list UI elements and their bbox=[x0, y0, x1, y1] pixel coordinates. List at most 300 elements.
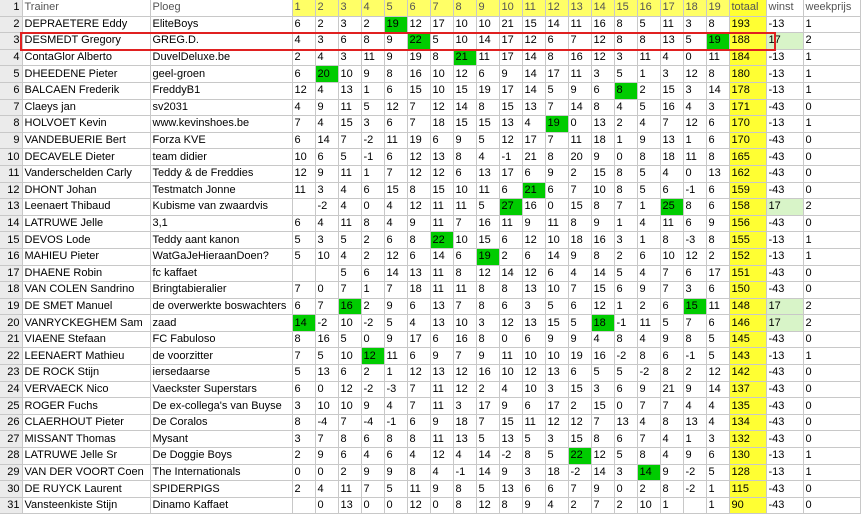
weekprijs-cell[interactable]: 2 bbox=[803, 298, 860, 315]
score-cell[interactable]: 11 bbox=[430, 381, 453, 398]
ploeg-cell[interactable]: de overwerkte boswachters bbox=[150, 298, 292, 315]
score-cell[interactable]: 7 bbox=[384, 165, 407, 182]
totaal-cell[interactable]: 115 bbox=[729, 481, 766, 498]
score-cell[interactable]: 11 bbox=[568, 16, 591, 33]
score-cell[interactable]: 13 bbox=[430, 365, 453, 382]
score-cell[interactable]: 8 bbox=[591, 248, 614, 265]
winst-cell[interactable]: 17 bbox=[766, 298, 803, 315]
row-number[interactable]: 11 bbox=[0, 165, 22, 182]
score-cell[interactable]: 6 bbox=[499, 298, 522, 315]
score-cell[interactable]: 9 bbox=[453, 132, 476, 149]
score-cell[interactable]: 4 bbox=[292, 33, 315, 50]
totaal-cell[interactable]: 143 bbox=[729, 348, 766, 365]
row-number[interactable]: 9 bbox=[0, 132, 22, 149]
winst-cell[interactable]: -43 bbox=[766, 149, 803, 166]
score-cell[interactable]: 11 bbox=[499, 215, 522, 232]
score-cell[interactable]: 8 bbox=[568, 215, 591, 232]
score-cell[interactable]: 9 bbox=[430, 481, 453, 498]
score-cell[interactable]: 8 bbox=[706, 149, 729, 166]
score-cell[interactable]: 5 bbox=[338, 265, 361, 282]
score-cell[interactable]: 2 bbox=[568, 398, 591, 415]
ploeg-cell[interactable]: SPIDERPIGS bbox=[150, 481, 292, 498]
score-cell[interactable]: -1 bbox=[453, 464, 476, 481]
totaal-cell[interactable]: 151 bbox=[729, 265, 766, 282]
score-cell[interactable]: -3 bbox=[683, 232, 706, 249]
score-cell[interactable]: 7 bbox=[683, 315, 706, 332]
header-round[interactable]: 15 bbox=[614, 0, 637, 16]
trainer-cell[interactable]: VERVAECK Nico bbox=[22, 381, 150, 398]
score-cell[interactable]: 1 bbox=[384, 365, 407, 382]
score-cell[interactable]: 9 bbox=[499, 464, 522, 481]
score-cell[interactable]: 11 bbox=[292, 182, 315, 199]
score-cell[interactable]: 7 bbox=[407, 398, 430, 415]
row-number[interactable]: 3 bbox=[0, 33, 22, 50]
score-cell[interactable]: 2 bbox=[637, 82, 660, 99]
score-cell[interactable]: 4 bbox=[407, 448, 430, 465]
trainer-cell[interactable]: DEPRAETERE Eddy bbox=[22, 16, 150, 33]
score-cell[interactable]: 6 bbox=[660, 298, 683, 315]
score-cell[interactable]: 11 bbox=[683, 149, 706, 166]
score-cell[interactable]: 12 bbox=[476, 265, 499, 282]
score-cell[interactable]: 7 bbox=[591, 414, 614, 431]
score-cell[interactable]: 15 bbox=[660, 82, 683, 99]
totaal-cell[interactable]: 162 bbox=[729, 165, 766, 182]
score-cell[interactable]: 15 bbox=[591, 165, 614, 182]
score-cell[interactable]: 8 bbox=[361, 33, 384, 50]
score-cell[interactable]: 12 bbox=[476, 497, 499, 514]
score-cell[interactable]: 12 bbox=[591, 298, 614, 315]
score-cell[interactable]: 9 bbox=[476, 348, 499, 365]
score-cell[interactable]: 1 bbox=[706, 481, 729, 498]
score-cell[interactable]: 21 bbox=[522, 149, 545, 166]
score-cell[interactable]: 19 bbox=[384, 16, 407, 33]
score-cell[interactable]: 6 bbox=[614, 431, 637, 448]
score-cell[interactable]: 3 bbox=[614, 464, 637, 481]
score-cell[interactable]: 7 bbox=[637, 398, 660, 415]
totaal-cell[interactable]: 178 bbox=[729, 82, 766, 99]
score-cell[interactable]: 0 bbox=[499, 331, 522, 348]
score-cell[interactable]: 4 bbox=[568, 265, 591, 282]
score-cell[interactable]: 4 bbox=[660, 431, 683, 448]
score-cell[interactable]: 10 bbox=[591, 182, 614, 199]
header-round[interactable]: 9 bbox=[476, 0, 499, 16]
score-cell[interactable]: 5 bbox=[292, 248, 315, 265]
weekprijs-cell[interactable]: 0 bbox=[803, 414, 860, 431]
score-cell[interactable]: 6 bbox=[384, 116, 407, 133]
score-cell[interactable]: 4 bbox=[591, 331, 614, 348]
score-cell[interactable]: 3 bbox=[315, 182, 338, 199]
score-cell[interactable]: 12 bbox=[683, 116, 706, 133]
score-cell[interactable]: 12 bbox=[384, 248, 407, 265]
score-cell[interactable]: 5 bbox=[338, 331, 361, 348]
score-cell[interactable]: 13 bbox=[430, 149, 453, 166]
score-cell[interactable]: 9 bbox=[407, 215, 430, 232]
score-cell[interactable]: 15 bbox=[384, 182, 407, 199]
score-cell[interactable]: 7 bbox=[292, 116, 315, 133]
score-cell[interactable]: 9 bbox=[522, 497, 545, 514]
winst-cell[interactable]: -13 bbox=[766, 464, 803, 481]
score-cell[interactable]: 3 bbox=[591, 66, 614, 83]
score-cell[interactable]: 5 bbox=[660, 315, 683, 332]
row-number[interactable]: 22 bbox=[0, 348, 22, 365]
score-cell[interactable]: 7 bbox=[568, 282, 591, 299]
score-cell[interactable]: 15 bbox=[430, 182, 453, 199]
score-cell[interactable]: 13 bbox=[499, 431, 522, 448]
score-cell[interactable]: 9 bbox=[545, 165, 568, 182]
score-cell[interactable]: 3 bbox=[315, 33, 338, 50]
weekprijs-cell[interactable]: 1 bbox=[803, 232, 860, 249]
score-cell[interactable]: 11 bbox=[430, 431, 453, 448]
score-cell[interactable]: 10 bbox=[522, 381, 545, 398]
score-cell[interactable]: 1 bbox=[660, 497, 683, 514]
score-cell[interactable]: -2 bbox=[568, 464, 591, 481]
score-cell[interactable]: 9 bbox=[637, 132, 660, 149]
score-cell[interactable]: 9 bbox=[591, 149, 614, 166]
score-cell[interactable]: 9 bbox=[384, 331, 407, 348]
score-cell[interactable]: 16 bbox=[476, 215, 499, 232]
score-cell[interactable]: 9 bbox=[499, 66, 522, 83]
score-cell[interactable]: 17 bbox=[499, 165, 522, 182]
score-cell[interactable]: 16 bbox=[591, 348, 614, 365]
score-cell[interactable]: 12 bbox=[407, 365, 430, 382]
winst-cell[interactable]: -43 bbox=[766, 265, 803, 282]
score-cell[interactable]: 3 bbox=[591, 381, 614, 398]
score-cell[interactable]: 8 bbox=[338, 431, 361, 448]
score-cell[interactable]: 0 bbox=[683, 49, 706, 66]
score-cell[interactable]: 8 bbox=[384, 66, 407, 83]
score-cell[interactable]: 5 bbox=[545, 448, 568, 465]
score-cell[interactable]: 4 bbox=[315, 82, 338, 99]
score-cell[interactable]: 9 bbox=[591, 215, 614, 232]
score-cell[interactable]: 6 bbox=[338, 365, 361, 382]
score-cell[interactable]: 14 bbox=[476, 33, 499, 50]
totaal-cell[interactable]: 159 bbox=[729, 182, 766, 199]
score-cell[interactable] bbox=[315, 265, 338, 282]
ploeg-cell[interactable]: De Doggie Boys bbox=[150, 448, 292, 465]
weekprijs-cell[interactable]: 0 bbox=[803, 132, 860, 149]
score-cell[interactable]: 8 bbox=[453, 497, 476, 514]
score-cell[interactable]: 10 bbox=[453, 232, 476, 249]
score-cell[interactable]: 6 bbox=[430, 132, 453, 149]
header-round[interactable]: 6 bbox=[407, 0, 430, 16]
score-cell[interactable]: 4 bbox=[637, 414, 660, 431]
header-weekprijs[interactable]: weekprijs bbox=[803, 0, 860, 16]
score-cell[interactable]: 20 bbox=[568, 149, 591, 166]
score-cell[interactable]: -2 bbox=[637, 365, 660, 382]
score-cell[interactable]: 4 bbox=[315, 49, 338, 66]
winst-cell[interactable]: -43 bbox=[766, 165, 803, 182]
score-cell[interactable]: 9 bbox=[361, 398, 384, 415]
score-cell[interactable]: 7 bbox=[568, 481, 591, 498]
weekprijs-cell[interactable]: 1 bbox=[803, 248, 860, 265]
score-cell[interactable]: 19 bbox=[476, 82, 499, 99]
ploeg-cell[interactable]: fc kaffaet bbox=[150, 265, 292, 282]
score-cell[interactable]: 4 bbox=[660, 49, 683, 66]
score-cell[interactable]: 14 bbox=[522, 66, 545, 83]
row-number[interactable]: 17 bbox=[0, 265, 22, 282]
totaal-cell[interactable]: 155 bbox=[729, 232, 766, 249]
score-cell[interactable]: 7 bbox=[407, 116, 430, 133]
score-cell[interactable]: 5 bbox=[706, 348, 729, 365]
score-cell[interactable]: 22 bbox=[568, 448, 591, 465]
header-round[interactable]: 1 bbox=[292, 0, 315, 16]
score-cell[interactable]: 11 bbox=[568, 66, 591, 83]
score-cell[interactable]: 1 bbox=[361, 282, 384, 299]
score-cell[interactable]: 17 bbox=[499, 82, 522, 99]
score-cell[interactable]: 0 bbox=[568, 116, 591, 133]
trainer-cell[interactable]: MISSANT Thomas bbox=[22, 431, 150, 448]
score-cell[interactable]: 2 bbox=[361, 248, 384, 265]
score-cell[interactable]: 1 bbox=[614, 215, 637, 232]
score-cell[interactable]: 8 bbox=[545, 49, 568, 66]
score-cell[interactable]: 9 bbox=[660, 331, 683, 348]
score-cell[interactable]: 2 bbox=[706, 248, 729, 265]
row-number[interactable]: 30 bbox=[0, 481, 22, 498]
weekprijs-cell[interactable]: 0 bbox=[803, 265, 860, 282]
score-cell[interactable]: 15 bbox=[545, 315, 568, 332]
winst-cell[interactable]: -43 bbox=[766, 132, 803, 149]
ploeg-cell[interactable]: Teddy aant kanon bbox=[150, 232, 292, 249]
score-cell[interactable]: 5 bbox=[338, 232, 361, 249]
score-cell[interactable]: 14 bbox=[430, 248, 453, 265]
score-cell[interactable]: 2 bbox=[292, 481, 315, 498]
winst-cell[interactable]: -43 bbox=[766, 282, 803, 299]
score-cell[interactable]: 11 bbox=[568, 132, 591, 149]
score-cell[interactable]: 1 bbox=[683, 431, 706, 448]
ploeg-cell[interactable]: Testmatch Jonne bbox=[150, 182, 292, 199]
score-cell[interactable]: 9 bbox=[568, 331, 591, 348]
score-cell[interactable]: 13 bbox=[545, 365, 568, 382]
winst-cell[interactable]: -43 bbox=[766, 182, 803, 199]
weekprijs-cell[interactable]: 1 bbox=[803, 448, 860, 465]
score-cell[interactable]: 12 bbox=[453, 381, 476, 398]
score-cell[interactable]: 12 bbox=[407, 149, 430, 166]
score-cell[interactable]: 3 bbox=[315, 232, 338, 249]
ploeg-cell[interactable]: FC Fabuloso bbox=[150, 331, 292, 348]
score-cell[interactable]: 1 bbox=[637, 199, 660, 216]
totaal-cell[interactable]: 152 bbox=[729, 248, 766, 265]
score-cell[interactable]: 11 bbox=[338, 215, 361, 232]
score-cell[interactable]: -1 bbox=[683, 182, 706, 199]
row-number[interactable]: 23 bbox=[0, 365, 22, 382]
score-cell[interactable]: 11 bbox=[545, 215, 568, 232]
score-cell[interactable]: 6 bbox=[568, 298, 591, 315]
score-cell[interactable]: 10 bbox=[292, 149, 315, 166]
score-cell[interactable]: 18 bbox=[568, 232, 591, 249]
score-cell[interactable]: -2 bbox=[315, 199, 338, 216]
score-cell[interactable]: 12 bbox=[361, 348, 384, 365]
score-cell[interactable]: 7 bbox=[660, 265, 683, 282]
score-cell[interactable]: 1 bbox=[361, 165, 384, 182]
score-cell[interactable]: 17 bbox=[545, 66, 568, 83]
score-cell[interactable]: 8 bbox=[660, 481, 683, 498]
score-cell[interactable]: 4 bbox=[361, 448, 384, 465]
score-cell[interactable]: 6 bbox=[292, 215, 315, 232]
totaal-cell[interactable]: 137 bbox=[729, 381, 766, 398]
score-cell[interactable]: 1 bbox=[637, 232, 660, 249]
score-cell[interactable]: 5 bbox=[315, 348, 338, 365]
ploeg-cell[interactable]: sv2031 bbox=[150, 99, 292, 116]
score-cell[interactable]: -4 bbox=[361, 414, 384, 431]
weekprijs-cell[interactable]: 1 bbox=[803, 464, 860, 481]
score-cell[interactable]: 9 bbox=[568, 248, 591, 265]
score-cell[interactable]: 2 bbox=[614, 248, 637, 265]
weekprijs-cell[interactable]: 0 bbox=[803, 165, 860, 182]
score-cell[interactable]: 10 bbox=[338, 348, 361, 365]
score-cell[interactable]: 1 bbox=[637, 66, 660, 83]
score-cell[interactable]: 17 bbox=[430, 16, 453, 33]
weekprijs-cell[interactable]: 1 bbox=[803, 66, 860, 83]
score-cell[interactable]: 6 bbox=[292, 66, 315, 83]
score-cell[interactable]: 4 bbox=[614, 99, 637, 116]
score-cell[interactable]: 9 bbox=[361, 464, 384, 481]
score-cell[interactable]: 8 bbox=[660, 414, 683, 431]
score-cell[interactable]: 8 bbox=[407, 431, 430, 448]
score-cell[interactable]: 14 bbox=[292, 315, 315, 332]
winst-cell[interactable]: 17 bbox=[766, 315, 803, 332]
header-round[interactable]: 2 bbox=[315, 0, 338, 16]
score-cell[interactable]: 12 bbox=[522, 33, 545, 50]
score-cell[interactable]: 6 bbox=[522, 481, 545, 498]
trainer-cell[interactable]: Vanderschelden Carly bbox=[22, 165, 150, 182]
score-cell[interactable]: 14 bbox=[568, 99, 591, 116]
score-cell[interactable]: 6 bbox=[545, 182, 568, 199]
totaal-cell[interactable]: 184 bbox=[729, 49, 766, 66]
score-cell[interactable]: 0 bbox=[361, 331, 384, 348]
score-cell[interactable]: 5 bbox=[361, 99, 384, 116]
score-cell[interactable]: 4 bbox=[683, 99, 706, 116]
score-cell[interactable]: 9 bbox=[315, 99, 338, 116]
score-cell[interactable]: 6 bbox=[453, 248, 476, 265]
weekprijs-cell[interactable]: 1 bbox=[803, 348, 860, 365]
winst-cell[interactable]: -13 bbox=[766, 66, 803, 83]
score-cell[interactable]: 16 bbox=[660, 99, 683, 116]
score-cell[interactable]: 5 bbox=[637, 99, 660, 116]
winst-cell[interactable]: -13 bbox=[766, 49, 803, 66]
winst-cell[interactable]: -43 bbox=[766, 215, 803, 232]
score-cell[interactable]: 12 bbox=[292, 165, 315, 182]
trainer-cell[interactable]: Vansteenkiste Stijn bbox=[22, 497, 150, 514]
row-number[interactable]: 18 bbox=[0, 282, 22, 299]
score-cell[interactable]: 8 bbox=[706, 66, 729, 83]
score-cell[interactable]: 6 bbox=[683, 215, 706, 232]
score-cell[interactable]: 13 bbox=[660, 132, 683, 149]
score-cell[interactable]: 18 bbox=[545, 464, 568, 481]
score-cell[interactable]: 13 bbox=[522, 99, 545, 116]
score-cell[interactable]: -2 bbox=[361, 315, 384, 332]
score-cell[interactable]: 15 bbox=[453, 82, 476, 99]
score-cell[interactable]: 6 bbox=[384, 448, 407, 465]
winst-cell[interactable]: -43 bbox=[766, 398, 803, 415]
score-cell[interactable]: 5 bbox=[476, 481, 499, 498]
score-cell[interactable]: 8 bbox=[292, 331, 315, 348]
score-cell[interactable]: 3 bbox=[338, 16, 361, 33]
score-cell[interactable]: 8 bbox=[522, 448, 545, 465]
score-cell[interactable]: 0 bbox=[430, 497, 453, 514]
score-cell[interactable]: 13 bbox=[315, 365, 338, 382]
score-cell[interactable]: 3 bbox=[476, 315, 499, 332]
score-cell[interactable]: 9 bbox=[660, 464, 683, 481]
trainer-cell[interactable]: DE RUYCK Laurent bbox=[22, 481, 150, 498]
score-cell[interactable]: 11 bbox=[407, 481, 430, 498]
score-cell[interactable]: 12 bbox=[522, 365, 545, 382]
ploeg-cell[interactable]: www.kevinshoes.be bbox=[150, 116, 292, 133]
trainer-cell[interactable]: CLAERHOUT Pieter bbox=[22, 414, 150, 431]
winst-cell[interactable]: -13 bbox=[766, 82, 803, 99]
score-cell[interactable]: 8 bbox=[637, 348, 660, 365]
score-cell[interactable]: 10 bbox=[545, 348, 568, 365]
score-cell[interactable]: -3 bbox=[384, 381, 407, 398]
score-cell[interactable]: 0 bbox=[384, 497, 407, 514]
score-cell[interactable]: 6 bbox=[430, 331, 453, 348]
ploeg-cell[interactable]: The Internationals bbox=[150, 464, 292, 481]
score-cell[interactable]: 8 bbox=[361, 215, 384, 232]
totaal-cell[interactable]: 128 bbox=[729, 464, 766, 481]
score-cell[interactable]: 8 bbox=[545, 149, 568, 166]
score-cell[interactable]: 22 bbox=[407, 33, 430, 50]
score-cell[interactable]: 13 bbox=[614, 414, 637, 431]
score-cell[interactable]: 0 bbox=[361, 199, 384, 216]
score-cell[interactable]: 16 bbox=[453, 331, 476, 348]
score-cell[interactable]: 10 bbox=[545, 282, 568, 299]
score-cell[interactable]: 7 bbox=[384, 282, 407, 299]
score-cell[interactable]: 13 bbox=[407, 265, 430, 282]
score-cell[interactable]: 11 bbox=[338, 99, 361, 116]
score-cell[interactable]: 9 bbox=[683, 448, 706, 465]
score-cell[interactable]: 22 bbox=[430, 232, 453, 249]
score-cell[interactable]: 19 bbox=[476, 248, 499, 265]
score-cell[interactable]: 5 bbox=[637, 165, 660, 182]
winst-cell[interactable]: -43 bbox=[766, 331, 803, 348]
score-cell[interactable]: 12 bbox=[430, 448, 453, 465]
score-cell[interactable]: 10 bbox=[338, 66, 361, 83]
score-cell[interactable]: 14 bbox=[476, 448, 499, 465]
ploeg-cell[interactable]: zaad bbox=[150, 315, 292, 332]
trainer-cell[interactable]: DESMEDT Gregory bbox=[22, 33, 150, 50]
header-round[interactable]: 5 bbox=[384, 0, 407, 16]
score-cell[interactable]: 7 bbox=[568, 33, 591, 50]
row-number[interactable]: 20 bbox=[0, 315, 22, 332]
score-cell[interactable]: 3 bbox=[292, 431, 315, 448]
score-cell[interactable]: 11 bbox=[453, 199, 476, 216]
score-cell[interactable]: 5 bbox=[476, 199, 499, 216]
score-cell[interactable]: 6 bbox=[407, 348, 430, 365]
trainer-cell[interactable]: BALCAEN Frederik bbox=[22, 82, 150, 99]
totaal-cell[interactable]: 142 bbox=[729, 365, 766, 382]
trainer-cell[interactable]: Claeys jan bbox=[22, 99, 150, 116]
header-totaal[interactable]: totaal bbox=[729, 0, 766, 16]
score-cell[interactable]: 11 bbox=[637, 49, 660, 66]
score-cell[interactable]: 15 bbox=[568, 199, 591, 216]
trainer-cell[interactable]: DHAENE Robin bbox=[22, 265, 150, 282]
score-cell[interactable]: 8 bbox=[453, 265, 476, 282]
score-cell[interactable]: 9 bbox=[315, 448, 338, 465]
score-cell[interactable]: 9 bbox=[522, 215, 545, 232]
score-cell[interactable]: 10 bbox=[545, 232, 568, 249]
score-cell[interactable]: 10 bbox=[430, 82, 453, 99]
score-cell[interactable]: 12 bbox=[453, 66, 476, 83]
score-cell[interactable]: -2 bbox=[683, 481, 706, 498]
score-cell[interactable]: 2 bbox=[338, 464, 361, 481]
score-cell[interactable]: 6 bbox=[361, 182, 384, 199]
trainer-cell[interactable]: LEENAERT Mathieu bbox=[22, 348, 150, 365]
score-cell[interactable]: 10 bbox=[430, 66, 453, 83]
score-cell[interactable]: 12 bbox=[683, 248, 706, 265]
header-round[interactable]: 18 bbox=[683, 0, 706, 16]
score-cell[interactable]: 12 bbox=[407, 497, 430, 514]
score-cell[interactable]: 4 bbox=[706, 398, 729, 415]
score-cell[interactable]: 10 bbox=[499, 365, 522, 382]
